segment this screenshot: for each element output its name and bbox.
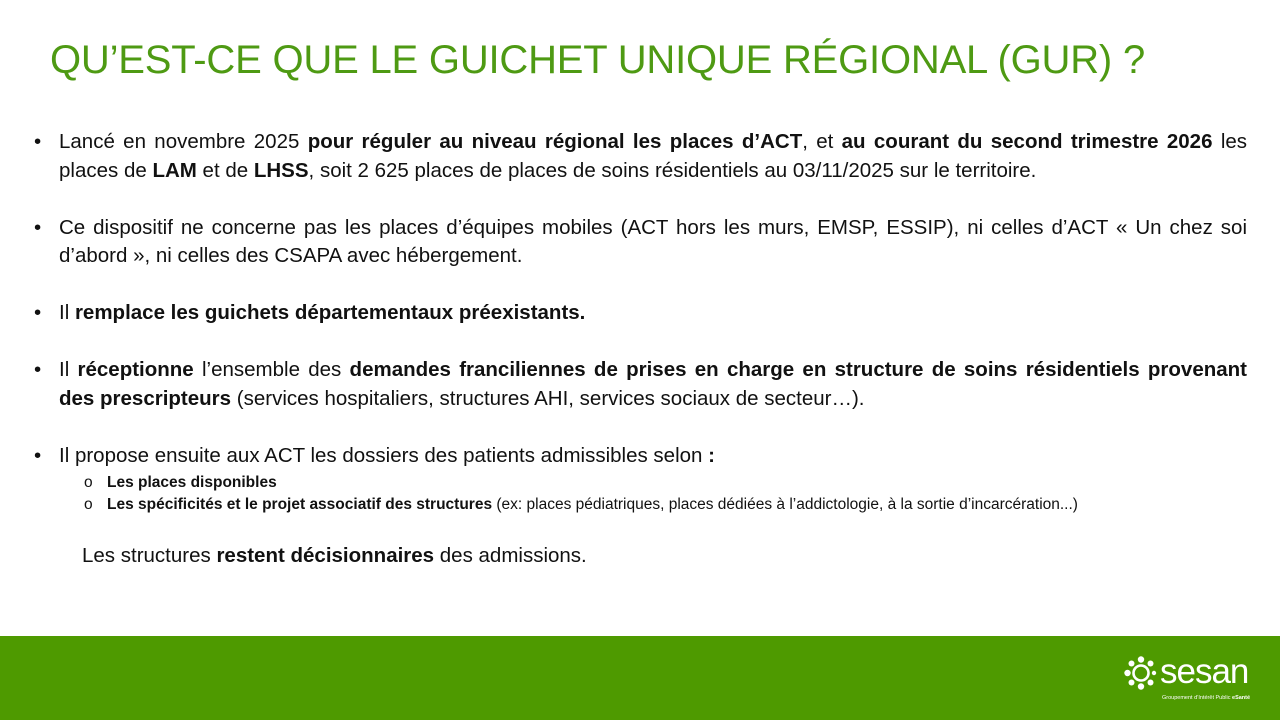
bullet-marker: • xyxy=(34,358,42,381)
bullet-emphasis: : xyxy=(708,443,715,467)
bullet-marker: • xyxy=(34,130,42,153)
bullet-text: , soit 2 625 places de places de soins résidentiels au 03/11/2025 sur le territoire. xyxy=(308,158,1037,182)
bullet-text: Il xyxy=(59,301,75,324)
bullet-emphasis: au courant du second trimestre 2026 xyxy=(841,130,1213,153)
sub-item-emphasis: Les places disponibles xyxy=(107,474,277,491)
bullet-text: Il xyxy=(59,358,78,381)
bullet-emphasis: LHSS xyxy=(253,158,309,182)
logo-tagline xyxy=(1162,694,1280,702)
closing-text: Les structures xyxy=(82,544,217,567)
sub-list xyxy=(84,472,1247,516)
bullet-text: et de xyxy=(196,158,254,182)
sub-item xyxy=(84,472,1247,494)
logo-tagline-bold: eSanté xyxy=(1232,695,1251,701)
bullet-item xyxy=(34,356,1247,413)
closing-statement xyxy=(82,542,1247,571)
sesan-logo xyxy=(1124,654,1254,706)
sub-bullet-marker: o xyxy=(84,474,93,491)
bullet-marker: • xyxy=(34,215,42,239)
sub-item-text: (ex: places pédiatriques, places dédiées à l’addictologie, à la sortie d’incarcération...) xyxy=(492,496,1078,513)
bullet-marker: • xyxy=(34,301,42,324)
bullet-text: Il propose ensuite aux ACT les dossiers des patients admissibles selon xyxy=(59,443,709,467)
sesan-logo-icon xyxy=(1124,656,1158,690)
sub-item xyxy=(84,494,1247,516)
closing-emphasis: restent décisionnaires xyxy=(216,544,435,567)
bullet-text: Lancé en novembre 2025 xyxy=(59,130,308,153)
bullet-item xyxy=(34,214,1247,271)
logo-wordmark: sesan xyxy=(1160,652,1249,691)
bullet-item xyxy=(34,128,1247,185)
bullet-item xyxy=(34,299,1247,328)
bullet-emphasis: pour réguler au niveau régional les places d’ACT xyxy=(307,130,803,153)
closing-text: des admissions. xyxy=(434,544,587,567)
bullet-text: Ce dispositif ne concerne pas les places d’équipes mobiles (ACT hors les murs, EMSP, ESSIP), ni celles d’ACT « Un chez soi d’abord », ni celles des CSAPA avec hébergement. xyxy=(59,215,1247,267)
bullet-text: l’ensemble des xyxy=(193,358,350,381)
footer-bar xyxy=(0,636,1280,720)
bullet-emphasis: demandes franciliennes de prises en charge en structure de soins résidentiels provenant des prescripteurs xyxy=(59,358,1247,410)
bullet-text: les places de xyxy=(59,130,1248,182)
sub-bullet-marker: o xyxy=(84,496,93,513)
bullet-text: , et xyxy=(802,130,842,153)
bullet-emphasis: réceptionne xyxy=(77,358,194,381)
sub-item-emphasis: Les spécificités et le projet associatif des structures xyxy=(107,496,493,513)
bullet-marker: • xyxy=(34,443,42,467)
logo-tagline-text: Groupement d’Intérêt Public xyxy=(1162,695,1233,701)
slide-title: QU’EST-CE QUE LE GUICHET UNIQUE RÉGIONAL (GUR) ? xyxy=(50,38,1146,82)
bullet-emphasis: LAM xyxy=(152,158,197,182)
bullet-emphasis: remplace les guichets départementaux préexistants. xyxy=(74,301,586,324)
slide-content xyxy=(34,128,1247,571)
bullet-text: (services hospitaliers, structures AHI, services sociaux de secteur…). xyxy=(231,386,865,410)
bullet-item xyxy=(34,442,1247,517)
